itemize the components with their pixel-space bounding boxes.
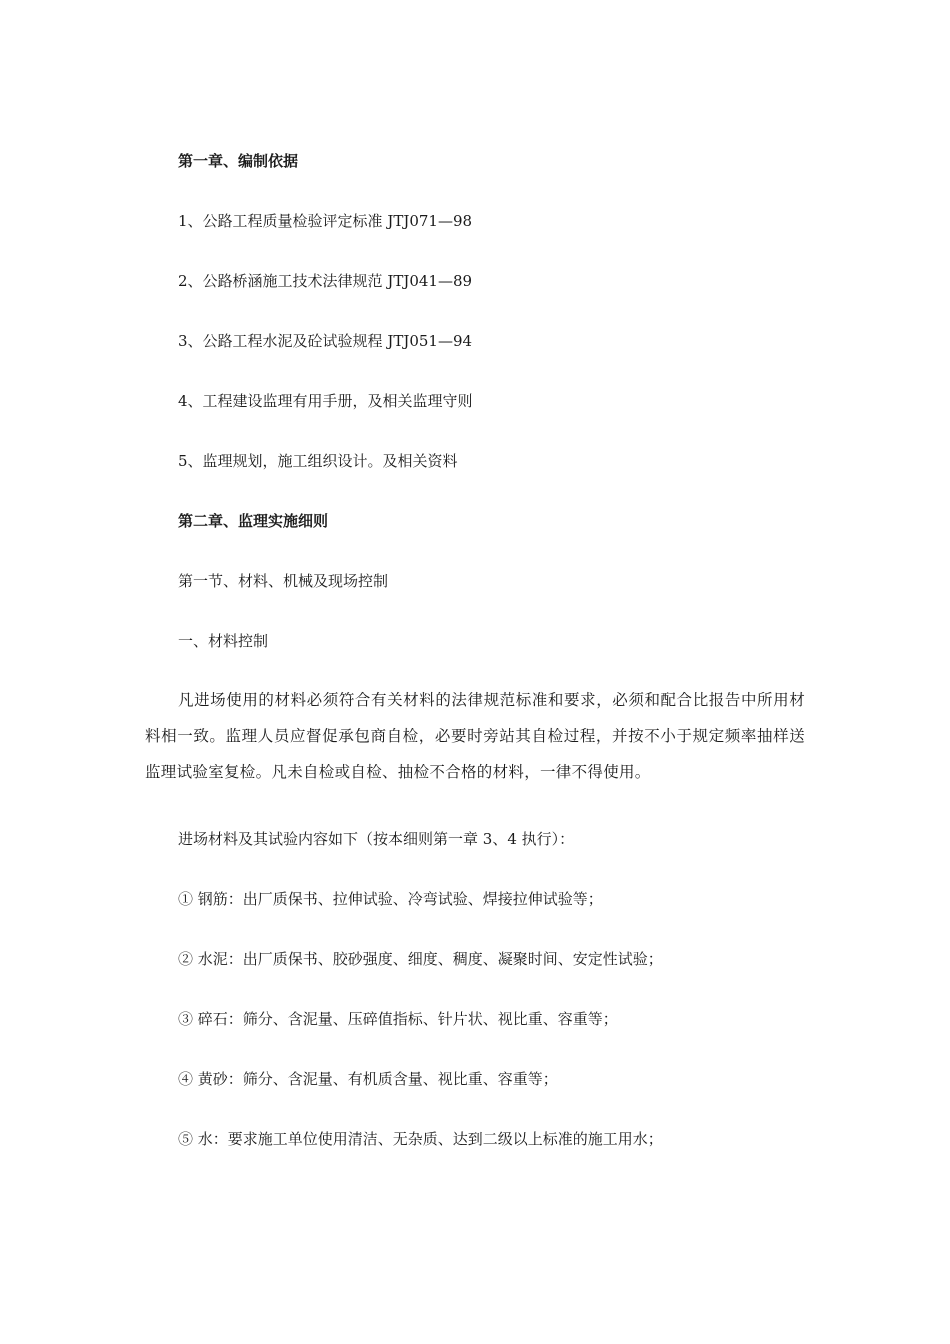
section-heading: 第一节、材料、机械及现场控制 <box>178 572 389 590</box>
material-item-gravel: ③ 碎石：筛分、含泥量、压碎值指标、针片状、视比重、容重等； <box>178 1010 618 1028</box>
chapter1-title: 第一章、编制依据 <box>178 152 299 170</box>
material-item-rebar: ① 钢筋：出厂质保书、拉伸试验、冷弯试验、焊接拉伸试验等； <box>178 890 603 908</box>
basis-item-2: 2、公路桥涵施工技术法律规范 JTJ041—89 <box>178 272 473 290</box>
material-item-sand: ④ 黄砂：筛分、含泥量、有机质含量、视比重、容重等； <box>178 1070 558 1088</box>
material-control-paragraph: 凡进场使用的材料必须符合有关材料的法律规范标准和要求，必须和配合比报告中所用材料相一致。监理人员应督促承包商自检，必要时旁站其自检过程，并按不小于规定频率抽样送监理试验室复检。凡未自检或自检、抽检不合格的材料，一律不得使用。 <box>145 691 805 781</box>
basis-item-3: 3、公路工程水泥及砼试验规程 JTJ051—94 <box>178 332 473 350</box>
material-item-water: ⑤ 水：要求施工单位使用清洁、无杂质、达到二级以上标准的施工用水； <box>178 1130 663 1148</box>
subsection-heading: 一、材料控制 <box>178 632 269 650</box>
chapter2-title: 第二章、监理实施细则 <box>178 512 329 530</box>
material-item-cement: ② 水泥：出厂质保书、胶砂强度、细度、稠度、凝聚时间、安定性试验； <box>178 950 663 968</box>
basis-item-5: 5、监理规划，施工组织设计。及相关资料 <box>178 452 458 470</box>
basis-item-1: 1、公路工程质量检验评定标准 JTJ071—98 <box>178 212 473 230</box>
materials-intro: 进场材料及其试验内容如下（按本细则第一章 3、4 执行）： <box>178 830 575 848</box>
basis-item-4: 4、工程建设监理有用手册，及相关监理守则 <box>178 392 473 410</box>
